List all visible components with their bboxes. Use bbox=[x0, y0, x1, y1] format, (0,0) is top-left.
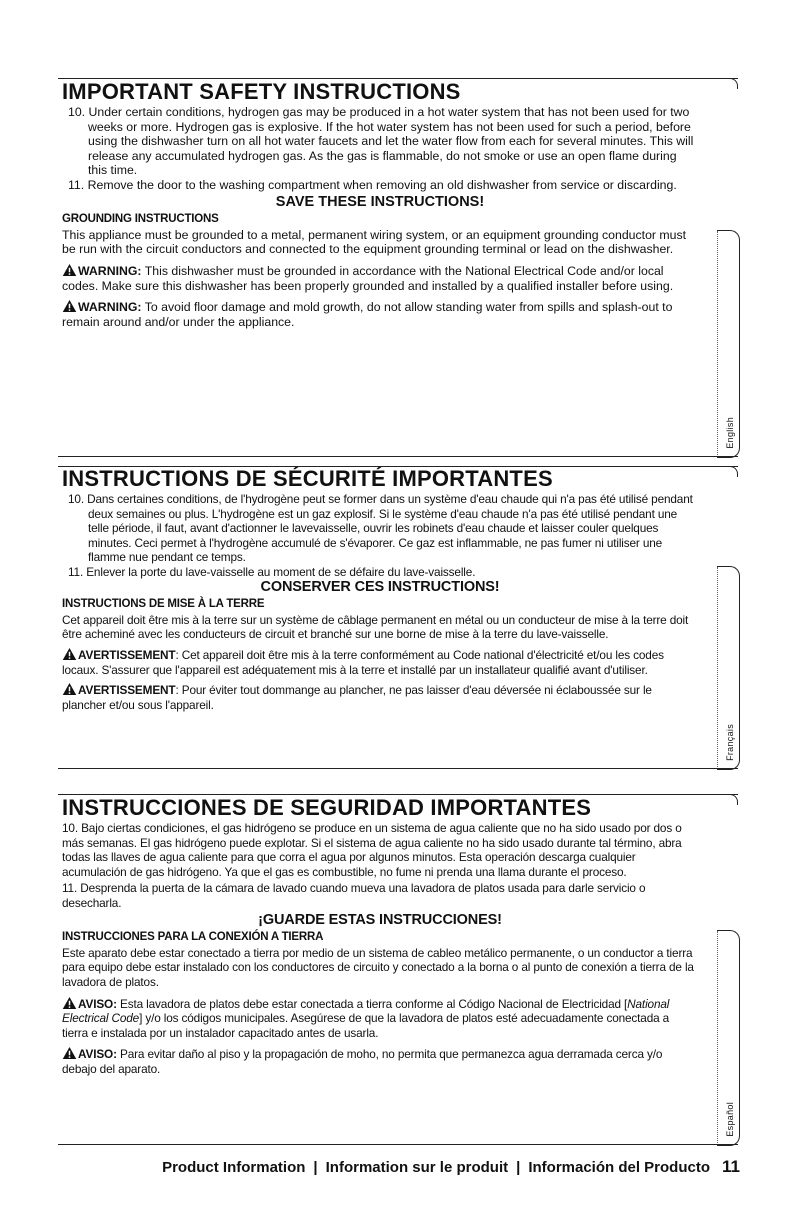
grounding-heading: GROUNDING INSTRUCTIONS bbox=[62, 213, 219, 226]
bottom-rule bbox=[58, 456, 738, 457]
section-title: INSTRUCTIONS DE SÉCURITÉ IMPORTANTES bbox=[62, 466, 553, 491]
title-rule bbox=[58, 466, 738, 467]
section-spanish bbox=[58, 794, 738, 1144]
warning-text-post: ] y/o los códigos municipales. Asegúrese de que la lavadora de platos esté adecuadamente conectada a tierra e instalada por un instalador capacitado antes de usarla. bbox=[62, 1011, 670, 1040]
footer-french: Information sur le produit bbox=[325, 1159, 509, 1176]
warning-label: WARNING: bbox=[78, 300, 142, 315]
section-english bbox=[58, 78, 738, 456]
warning-triangle-icon bbox=[62, 1046, 77, 1060]
save-instructions-heading: ¡GUARDE ESTAS INSTRUCCIONES! bbox=[258, 911, 502, 928]
section-title: IMPORTANT SAFETY INSTRUCTIONS bbox=[62, 79, 461, 104]
warning-paragraph bbox=[62, 263, 698, 293]
warning-triangle-icon bbox=[62, 647, 77, 661]
list-item bbox=[62, 565, 698, 580]
save-instructions-heading: CONSERVER CES INSTRUCTIONS! bbox=[260, 578, 500, 595]
grounding-text: Este aparato debe estar conectado a tierra por medio de un sistema de cableo metálico permanente, o un conductor a tierra para equipo debe estar instalado con los conductores de circuito y conectado a la borna o al punto de conexión a tierra de la lavadora de platos. bbox=[62, 945, 694, 989]
title-rule bbox=[58, 794, 738, 795]
tab-label: English bbox=[725, 417, 735, 449]
section-french bbox=[58, 466, 738, 768]
warning-triangle-icon bbox=[62, 263, 77, 277]
list-item bbox=[62, 178, 698, 193]
footer-separator: | bbox=[516, 1159, 521, 1176]
warning-triangle-icon bbox=[62, 299, 77, 313]
warning-paragraph bbox=[62, 1046, 698, 1076]
warning-text-pre: Esta lavadora de platos debe estar conectada a tierra conforme al Código Nacional de Electricidad [ bbox=[120, 996, 628, 1011]
warning-text: To avoid floor damage and mold growth, do not allow standing water from spills and splash-out to remain around and/or under the appliance. bbox=[62, 300, 673, 329]
item-number: 10. bbox=[68, 105, 86, 119]
section-title: INSTRUCCIONES DE SEGURIDAD IMPORTANTES bbox=[62, 795, 592, 820]
item-text: Remove the door to the washing compartment when removing an old dishwasher from service or discarding. bbox=[87, 177, 677, 192]
item-text: Desprenda la puerta de la cámara de lavado cuando mueva una lavadora de platos usada para darle servicio o desecharla. bbox=[62, 881, 646, 910]
warning-text: This dishwasher must be grounded in accordance with the National Electrical Code and/or local codes. Make sure this dishwasher has been properly grounded and installed by a qualified installer before using. bbox=[62, 263, 674, 293]
language-tab bbox=[717, 566, 740, 770]
item-number: 11. bbox=[62, 881, 78, 896]
save-instructions-heading: SAVE THESE INSTRUCTIONS! bbox=[275, 193, 485, 210]
warning-text: : Pour éviter tout dommange au plancher, ne pas laisser d'eau déversée ni éclaboussée sur le plancher et/ou sous l'appareil. bbox=[62, 683, 652, 712]
warning-text: Para evitar daño al piso y la propagación de moho, no permita que permanezca agua derramada cerca y/o debajo del aparato. bbox=[62, 1047, 663, 1076]
list-item bbox=[62, 492, 698, 565]
list-item bbox=[62, 105, 698, 178]
warning-triangle-icon bbox=[62, 996, 77, 1010]
warning-label: AVISO: bbox=[78, 996, 117, 1011]
footer-separator: | bbox=[313, 1159, 318, 1176]
warning-label: AVISO: bbox=[78, 1047, 117, 1062]
list-item bbox=[62, 821, 698, 879]
warning-label: AVERTISSEMENT bbox=[78, 683, 176, 698]
tab-dotted-line bbox=[717, 931, 719, 1145]
tab-dotted-line bbox=[717, 231, 719, 457]
page-footer bbox=[0, 1157, 740, 1177]
grounding-text: Cet appareil doit être mis à la terre sur un système de câblage permanent en métal ou un conducteur de mise à la terre doit être acheminé avec les conducteurs de circuit et branché sur une borne de mise à la terre du lave-vaisselle. bbox=[62, 612, 689, 642]
item-number: 11. bbox=[68, 564, 84, 579]
list-item bbox=[62, 881, 698, 910]
item-text: Enlever la porte du lave-vaisselle au moment de se défaire du lave-vaisselle. bbox=[86, 564, 476, 579]
bottom-rule bbox=[58, 768, 738, 769]
item-text: Dans certaines conditions, de l'hydrogène peut se former dans un système d'eau chaude qui n'a pas été utilisé pendant deux semaines ou plus. L'hydrogène est un gaz explosif. Si le système d'eau chaude n'a pas été utilisé pendant une telle période, il faut, avant d'actionner le lavevaisselle, ouvrir les robinets d'eau chaude et laisser couler quelques minutes. Ceci permet à l'hydrogène accumulé de s'évaporer. Ce gaz est inflammable, ne pas fumer ni utiliser une flamme nue pendant ce temps. bbox=[87, 492, 693, 565]
tab-label: Español bbox=[725, 1102, 735, 1137]
warning-paragraph bbox=[62, 682, 698, 712]
language-tab bbox=[717, 230, 740, 458]
grounding-heading: INSTRUCCIONES PARA LA CONEXIÓN A TIERRA bbox=[62, 931, 324, 944]
warning-text: : Cet appareil doit être mis à la terre conformément au Code national d'électricité et/ou les codes locaux. S'assurer que l'appareil est adéquatement mis à la terre et installé par un installateur qualifié avant d'utiliser. bbox=[62, 647, 664, 677]
grounding-text: This appliance must be grounded to a metal, permanent wiring system, or an equipment grounding conductor must be run with the circuit conductors and connected to the equipment grounding terminal or lead on the dishwasher. bbox=[62, 227, 687, 257]
warning-paragraph bbox=[62, 299, 698, 329]
warning-label: AVERTISSEMENT bbox=[78, 647, 176, 662]
tab-dotted-line bbox=[717, 567, 719, 769]
tab-label: Français bbox=[725, 724, 735, 761]
footer-spanish: Información del Producto bbox=[528, 1159, 711, 1176]
warning-paragraph bbox=[62, 996, 698, 1041]
warning-triangle-icon bbox=[62, 682, 77, 696]
item-number: 11. bbox=[68, 177, 85, 192]
title-rule bbox=[58, 78, 738, 79]
item-number: 10. bbox=[62, 821, 78, 835]
footer-english: Product Information bbox=[162, 1159, 306, 1176]
item-text: Under certain conditions, hydrogen gas may be produced in a hot water system that has not been used for two weeks or more. Hydrogen gas is explosive. If the hot water system has not been used for such a period, before using the dishwasher turn on all hot water faucets and let the water flow from each for several minutes. This will release any accumulated hydrogen gas. As the gas is flammable, do not smoke or use an open flame during this time. bbox=[88, 105, 694, 178]
item-number: 10. bbox=[68, 492, 84, 506]
warning-paragraph bbox=[62, 647, 698, 677]
grounding-heading: INSTRUCTIONS DE MISE À LA TERRE bbox=[62, 598, 265, 611]
warning-label: WARNING: bbox=[78, 263, 142, 278]
page-number: 11 bbox=[722, 1157, 740, 1176]
item-text: Bajo ciertas condiciones, el gas hidrógeno se produce en un sistema de agua caliente que no ha sido usado por dos o más semanas. El gas hidrógeno puede explotar. Si el sistema de agua caliente no ha sido usado durante tal término, abra todas las llaves de agua caliente para que corra el agua por algunos minutos. Esta operación descarga cualquier acumulación de gas hidrógeno. Ya que el gas es combustible, no fume ni prenda una llama durante el proceso. bbox=[62, 821, 682, 879]
warning-text-emphasis: National Electrical Code bbox=[62, 996, 670, 1026]
bottom-rule bbox=[58, 1144, 738, 1145]
language-tab bbox=[717, 930, 740, 1146]
